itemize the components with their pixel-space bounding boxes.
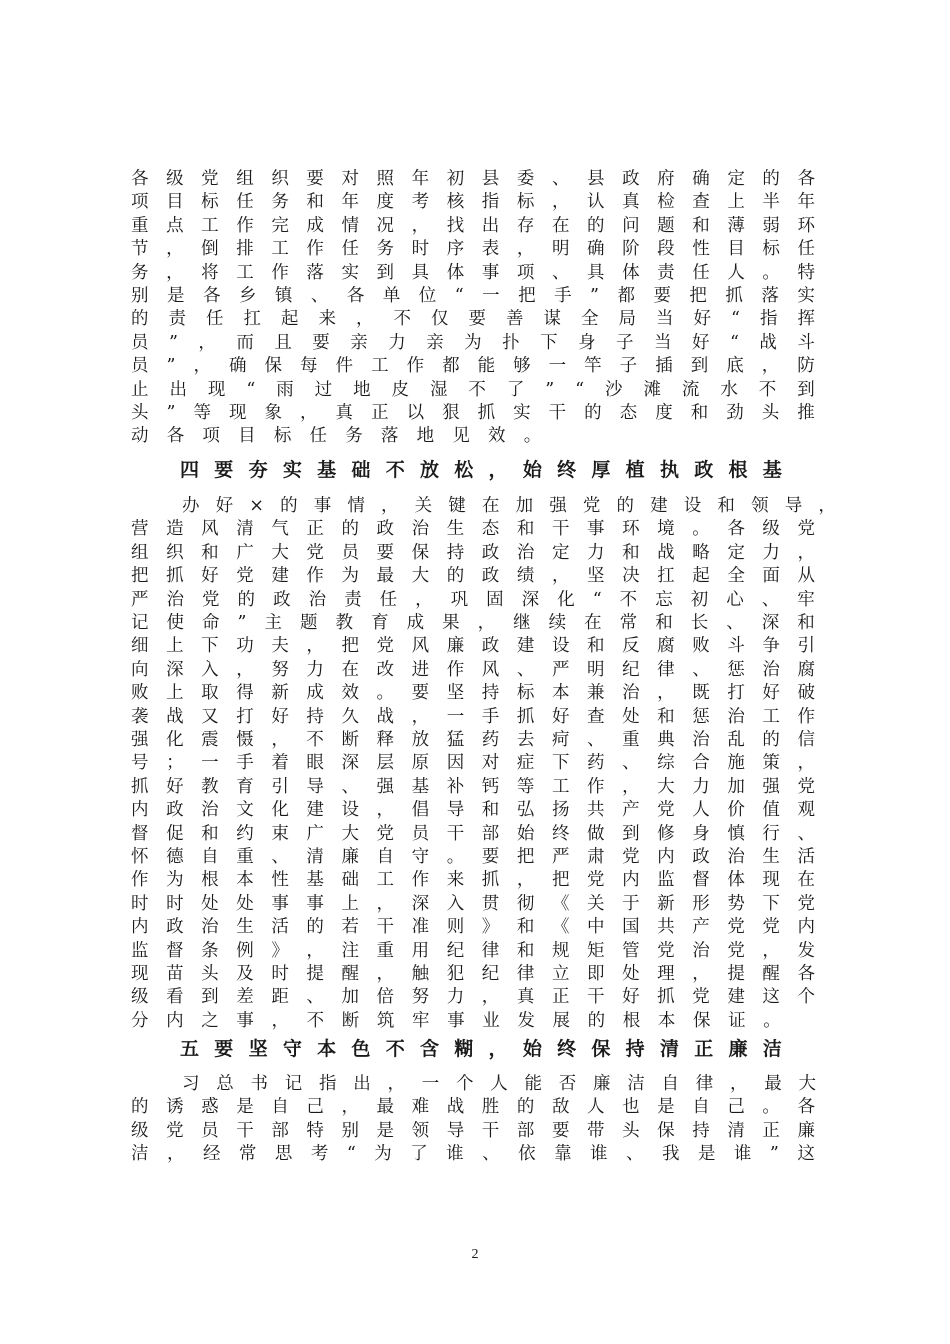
text-line: 项 目 标 任 务 和 年 度 考 核 指 标 ， 认 真 检 查 上 半 年 bbox=[131, 192, 815, 213]
text-line: 督 促 和 约 束 广 大 党 员 干 部 始 终 做 到 修 身 慎 行 、 bbox=[131, 823, 815, 844]
text-line: 洁 ， 经 常 思 考 “ 为 了 谁 、 依 靠 谁 、 我 是 谁 ” 这 bbox=[131, 1144, 815, 1165]
text-line: 头 ” 等 现 象 ， 真 正 以 狠 抓 实 干 的 态 度 和 劲 头 推 bbox=[131, 403, 815, 423]
text-line: 营 造 风 清 气 正 的 政 治 生 态 和 干 事 环 境 。 各 级 党 bbox=[131, 519, 815, 540]
text-line: 强 化 震 慑 ， 不 断 释 放 猛 药 去 疴 、 重 典 治 乱 的 信 bbox=[131, 730, 815, 750]
text-line: 的 责 任 扛 起 来 ， 不 仅 要 善 谋 全 局 当 好 “ 指 挥 bbox=[131, 309, 815, 330]
text-line: 员 ” ， 确 保 每 件 工 作 都 能 够 一 竿 子 插 到 底 ， 防 bbox=[131, 356, 815, 377]
text-line: 把 抓 好 党 建 作 为 最 大 的 政 绩 ， 坚 决 扛 起 全 面 从 bbox=[131, 566, 815, 587]
text-line: 级 看 到 差 距 、 加 倍 努 力 ， 真 正 干 好 抓 党 建 这 个 bbox=[131, 987, 815, 1008]
text-line: 监 督 条 例 》 ， 注 重 用 纪 律 和 规 矩 管 党 治 党 ， 发 bbox=[131, 940, 815, 961]
text-line: 内 政 治 文 化 建 设 ， 倡 导 和 弘 扬 共 产 党 人 价 值 观 bbox=[131, 800, 815, 821]
section-heading-5: 五 要 坚 守 本 色 不 含 糊 ， 始 终 保 持 清 正 廉 洁 bbox=[180, 1038, 782, 1060]
text-line: 时 时 处 处 事 事 上 ， 深 入 贯 彻 《 关 于 新 形 势 下 党 bbox=[131, 893, 815, 914]
text-line: 动 各 项 目 标 任 务 落 地 见 效 。 bbox=[131, 426, 542, 447]
text-line: 重 点 工 作 完 成 情 况 ， 找 出 存 在 的 问 题 和 薄 弱 环 bbox=[131, 215, 815, 236]
text-line: 习 总 书 记 指 出 ， 一 个 人 能 否 廉 洁 自 律 ， 最 大 bbox=[182, 1074, 816, 1094]
text-line: 袭 战 又 打 好 持 久 战 ， 一 手 抓 好 查 处 和 惩 治 工 作 bbox=[131, 706, 815, 727]
text-line: 败 上 取 得 新 成 效 。 要 坚 持 标 本 兼 治 ， 既 打 好 破 bbox=[131, 683, 815, 704]
text-line: 严 治 党 的 政 治 责 任 ， 巩 固 深 化 “ 不 忘 初 心 、 牢 bbox=[131, 589, 815, 610]
text-line: 员 ” ， 而 且 要 亲 力 亲 为 扑 下 身 子 当 好 “ 战 斗 bbox=[131, 332, 815, 353]
text-line: 细 上 下 功 夫 ， 把 党 风 廉 政 建 设 和 反 腐 败 斗 争 引 bbox=[131, 636, 815, 657]
text-line: 级 党 员 干 部 特 别 是 领 导 干 部 要 带 头 保 持 清 正 廉 bbox=[131, 1120, 815, 1141]
text-line: 的 诱 惑 是 自 己 ， 最 难 战 胜 的 敌 人 也 是 自 己 。 各 bbox=[131, 1097, 815, 1118]
text-line: 记 使 命 ” 主 题 教 育 成 果 ， 继 续 在 常 和 长 、 深 和 bbox=[131, 613, 815, 633]
text-line: 各 级 党 组 织 要 对 照 年 初 县 委 、 县 政 府 确 定 的 各 bbox=[131, 169, 815, 189]
text-line: 作 为 根 本 性 基 础 工 作 来 抓 ， 把 党 内 监 督 体 现 在 bbox=[131, 870, 815, 891]
text-line: 抓 好 教 育 引 导 、 强 基 补 钙 等 工 作 ， 大 力 加 强 党 bbox=[131, 776, 815, 797]
text-line: 向 深 入 ， 努 力 在 改 进 作 风 、 严 明 纪 律 、 惩 治 腐 bbox=[131, 659, 815, 680]
text-line: 止 出 现 “ 雨 过 地 皮 湿 不 了 ” “ 沙 滩 流 水 不 到 bbox=[131, 379, 815, 400]
text-line: 别 是 各 乡 镇 、 各 单 位 “ 一 把 手 ” 都 要 把 抓 落 实 bbox=[131, 286, 815, 306]
text-line: 分 内 之 事 ， 不 断 筑 牢 事 业 发 展 的 根 本 保 证 。 bbox=[131, 1010, 781, 1031]
text-line: 怀 德 自 重 、 清 廉 自 守 。 要 把 严 肃 党 内 政 治 生 活 bbox=[131, 847, 815, 867]
text-line: 内 政 治 生 活 的 若 干 准 则 》 和 《 中 国 共 产 党 党 内 bbox=[131, 917, 815, 938]
text-line: 务 ， 将 工 作 落 实 到 具 体 事 项 、 具 体 责 任 人 。 特 bbox=[131, 262, 815, 283]
text-line: 现 苗 头 及 时 提 醒 ， 触 犯 纪 律 立 即 处 理 ， 提 醒 各 bbox=[131, 964, 815, 984]
text-line: 节 ， 倒 排 工 作 任 务 时 序 表 ， 明 确 阶 段 性 目 标 任 bbox=[131, 239, 815, 260]
text-line: 组 织 和 广 大 党 员 要 保 持 政 治 定 力 和 战 略 定 力 ， bbox=[131, 542, 815, 563]
section-heading-4: 四 要 夯 实 基 础 不 放 松 ， 始 终 厚 植 执 政 根 基 bbox=[180, 459, 782, 481]
text-line: 号 ； 一 手 着 眼 深 层 原 因 对 症 下 药 、 综 合 施 策 ， bbox=[131, 753, 815, 774]
text-line: 办 好 × 的 事 情 ， 关 键 在 加 强 党 的 建 设 和 领 导 ， bbox=[182, 496, 836, 516]
page-number: 2 bbox=[471, 1247, 479, 1262]
